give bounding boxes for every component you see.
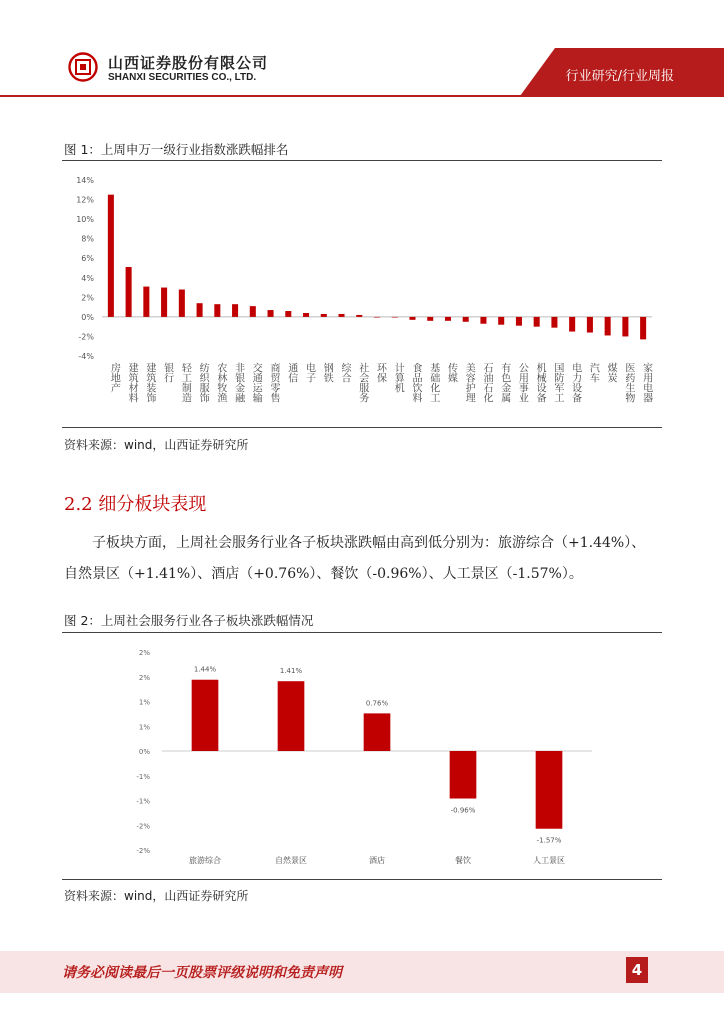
y-tick-label: -2% xyxy=(78,332,94,342)
x-tick-label: 医药生物 xyxy=(622,362,634,403)
x-tick-label: 机械设备 xyxy=(534,362,546,403)
y-tick-label: -2% xyxy=(136,822,150,831)
figure1-title: 图 1：上周申万一级行业指数涨跌幅排名 xyxy=(64,142,289,157)
x-tick-label: 纺织服饰 xyxy=(197,362,209,403)
header-divider xyxy=(0,95,724,97)
company-name-cn: 山西证券股份有限公司 xyxy=(108,54,269,72)
y-tick-label: 14% xyxy=(76,176,94,185)
bar xyxy=(622,317,628,337)
figure1-bar-chart xyxy=(62,170,662,420)
bar xyxy=(321,314,327,317)
y-tick-label: 2% xyxy=(138,673,150,682)
x-tick-label: 银行 xyxy=(161,362,173,383)
bar xyxy=(409,317,415,320)
bar xyxy=(516,317,522,326)
x-tick-label: 建筑装饰 xyxy=(143,362,155,403)
bar xyxy=(463,317,469,322)
bar xyxy=(143,287,149,317)
bar xyxy=(250,306,256,317)
bar xyxy=(126,267,132,317)
figure2-title: 图 2：上周社会服务行业各子板块涨跌幅情况 xyxy=(64,613,314,628)
y-tick-label: -1% xyxy=(136,772,150,781)
y-tick-label: 10% xyxy=(76,215,94,225)
x-tick-label: 家用电器 xyxy=(640,362,652,403)
data-label: 0.76% xyxy=(365,699,389,708)
bar xyxy=(232,304,238,317)
section-heading: 2.2 细分板块表现 xyxy=(64,494,207,515)
y-tick-label: 1% xyxy=(138,698,150,707)
y-tick-label: 8% xyxy=(81,234,94,244)
x-tick-label: 钢铁 xyxy=(321,362,333,383)
section-paragraph-line1: 子板块方面，上周社会服务行业各子板块涨跌幅由高到低分别为：旅游综合（+1.44%）、 xyxy=(92,535,646,551)
report-type-label: 行业研究/行业周报 xyxy=(565,69,674,84)
bar xyxy=(569,317,575,332)
y-tick-label: 2% xyxy=(81,293,94,303)
bar xyxy=(356,315,362,317)
x-tick-label: 有色金属 xyxy=(498,362,510,403)
figure1-top-rule xyxy=(62,160,662,161)
x-tick-label: 传媒 xyxy=(445,362,457,383)
x-tick-label: 石油石化 xyxy=(480,362,492,403)
section-paragraph-line2: 自然景区（+1.41%）、酒店（+0.76%）、餐饮（-0.96%）、人工景区（-1.57%）。 xyxy=(64,566,583,582)
x-tick-label: 旅游综合 xyxy=(189,856,221,865)
bar xyxy=(587,317,593,333)
bar xyxy=(427,317,433,321)
bar xyxy=(374,317,380,318)
bar xyxy=(278,681,305,751)
bar xyxy=(197,303,203,317)
bar xyxy=(192,680,219,751)
bar xyxy=(445,317,451,321)
bar xyxy=(339,314,345,317)
x-tick-label: 美容护理 xyxy=(463,362,475,403)
figure2-source: 资料来源：wind，山西证券研究所 xyxy=(64,889,249,903)
x-tick-label: 餐饮 xyxy=(455,856,471,865)
y-tick-label: 6% xyxy=(81,254,94,264)
data-label: -1.57% xyxy=(536,836,562,845)
x-tick-label: 电子 xyxy=(303,362,315,383)
bar xyxy=(364,713,391,751)
bar xyxy=(108,195,114,317)
footer-disclaimer: 请务必阅读最后一页股票评级说明和免责声明 xyxy=(62,965,342,981)
bar xyxy=(534,317,540,327)
data-label: 1.44% xyxy=(193,665,217,674)
x-tick-label: 公用事业 xyxy=(516,362,528,403)
x-tick-label: 综合 xyxy=(339,362,351,383)
x-tick-label: 建筑材料 xyxy=(126,362,138,403)
x-tick-label: 汽车 xyxy=(587,362,599,383)
x-tick-label: 酒店 xyxy=(369,856,385,865)
x-tick-label: 环保 xyxy=(374,362,386,383)
bar xyxy=(268,310,274,317)
y-tick-label: 0% xyxy=(81,312,94,322)
x-tick-label: 食品饮料 xyxy=(409,362,421,403)
bar xyxy=(605,317,611,336)
bar xyxy=(551,317,557,328)
figure1-bottom-rule xyxy=(62,427,662,428)
x-tick-label: 房地产 xyxy=(108,362,120,393)
bar xyxy=(392,317,398,318)
figure1-source: 资料来源：wind，山西证券研究所 xyxy=(64,438,249,452)
bar xyxy=(303,313,309,317)
x-tick-label: 自然景区 xyxy=(275,856,307,865)
x-tick-label: 基础化工 xyxy=(427,362,439,403)
page-number: 4 xyxy=(626,957,648,983)
figure2-top-rule xyxy=(62,632,662,633)
x-tick-label: 轻工制造 xyxy=(179,362,191,403)
y-tick-label: 1% xyxy=(138,723,150,732)
bar xyxy=(285,311,291,317)
data-label: -0.96% xyxy=(450,806,476,815)
bar xyxy=(536,751,563,829)
x-tick-label: 人工景区 xyxy=(533,856,565,865)
bar xyxy=(179,290,185,317)
figure2-bar-chart xyxy=(62,640,662,875)
y-tick-label: 4% xyxy=(81,273,94,283)
data-label: 1.41% xyxy=(279,667,303,676)
x-tick-label: 交通运输 xyxy=(250,362,262,403)
company-logo-icon xyxy=(68,52,98,82)
x-tick-label: 商贸零售 xyxy=(268,362,280,403)
x-tick-label: 非银金融 xyxy=(232,362,244,403)
x-tick-label: 煤炭 xyxy=(605,362,617,383)
company-name-en: SHANXI SECURITIES CO., LTD. xyxy=(108,72,257,83)
bar xyxy=(640,317,646,339)
x-tick-label: 社会服务 xyxy=(356,362,368,403)
y-tick-label: -2% xyxy=(136,847,150,855)
x-tick-label: 农林牧渔 xyxy=(214,362,226,403)
y-tick-label: 12% xyxy=(76,195,94,205)
x-tick-label: 电力设备 xyxy=(569,362,581,403)
y-tick-label: -4% xyxy=(78,352,94,361)
bar xyxy=(480,317,486,324)
y-tick-label: 2% xyxy=(138,649,150,657)
x-tick-label: 通信 xyxy=(285,362,297,383)
bar xyxy=(450,751,477,799)
figure2-bottom-rule xyxy=(62,879,662,880)
x-tick-label: 国防军工 xyxy=(551,362,563,403)
y-tick-label: -1% xyxy=(136,797,150,806)
bar xyxy=(161,288,167,317)
bar xyxy=(498,317,504,325)
x-tick-label: 计算机 xyxy=(392,362,404,393)
y-tick-label: 0% xyxy=(138,748,150,756)
bar xyxy=(214,304,220,317)
